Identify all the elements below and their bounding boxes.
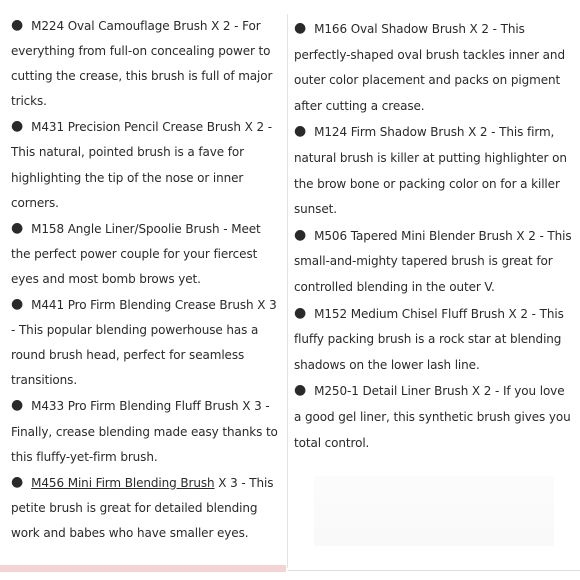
item-description: This petite brush is great for detailed blending work and babes who have smaller eyes. <box>11 475 274 540</box>
item-description: This natural, pointed brush is a fave for highlighting the tip of the nose or inner corners. <box>11 145 244 210</box>
list-item <box>11 293 283 393</box>
bullet-icon: ● <box>11 17 24 33</box>
bullet-icon: ● <box>294 226 307 243</box>
item-description: This fluffy packing brush is a rock star at blending shadows on the lower lash line. <box>294 306 564 372</box>
item-name: M166 Oval Shadow Brush X 2 <box>314 22 489 36</box>
item-name: M506 Tapered Mini Blender Brush X 2 <box>314 228 536 243</box>
list-item <box>294 302 572 379</box>
list-item <box>11 471 283 546</box>
item-name: M431 Precision Pencil Crease Brush X 2 <box>31 120 264 135</box>
left-column <box>11 14 288 568</box>
bottom-divider <box>288 570 580 571</box>
item-description: This firm, natural brush is killer at putting highlighter on the brow bone or packing color on for a killer sunset. <box>294 125 567 217</box>
list-item <box>11 394 283 469</box>
item-description: This perfectly-shaped oval brush tackles inner and outer color placement and packs on pigment after cutting a crease. <box>294 22 565 113</box>
item-separator: - <box>230 19 243 33</box>
bullet-icon: ● <box>294 304 307 321</box>
item-name: M441 Pro Firm Blending Crease Brush X 3 <box>31 298 277 313</box>
item-name: M224 Oval Camouflage Brush X 2 <box>31 19 231 33</box>
item-description: For everything from full-on concealing power to cutting the crease, this brush is full of major tricks. <box>11 19 273 109</box>
item-name: M158 Angle Liner/Spoolie Brush <box>31 221 220 236</box>
item-name-link[interactable]: M456 Mini Firm Blending Brush <box>31 475 215 490</box>
item-separator: - <box>487 125 500 140</box>
bullet-icon: ● <box>11 397 24 414</box>
item-separator: - <box>261 399 270 414</box>
item-separator: - <box>535 228 548 243</box>
item-description: This popular blending powerhouse has a round brush head, perfect for seamless transitions. <box>11 323 259 388</box>
item-name: M433 Pro Firm Blending Fluff Brush X 3 <box>31 399 262 414</box>
item-separator: - <box>527 306 540 321</box>
item-description: If you love a good gel liner, this synthetic brush gives you total control. <box>294 384 571 450</box>
item-separator: - <box>263 120 272 135</box>
item-description: This small-and-mighty tapered brush is great for controlled blending in the outer V. <box>294 228 572 294</box>
bullet-icon: ● <box>294 382 307 399</box>
right-column <box>294 17 572 457</box>
item-separator: - <box>11 323 19 338</box>
list-item <box>294 224 572 301</box>
bullet-icon: ● <box>11 219 24 236</box>
list-item <box>294 379 572 456</box>
item-separator: - <box>488 22 501 36</box>
bullet-icon: ● <box>294 20 307 36</box>
list-item <box>294 120 572 222</box>
list-item <box>11 115 283 215</box>
faded-background-area <box>314 476 554 546</box>
item-quantity: X 3 <box>214 475 238 490</box>
item-separator: - <box>237 475 250 490</box>
list-item <box>11 14 283 114</box>
bullet-icon: ● <box>11 118 24 135</box>
item-description: Finally, crease blending made easy thanks to this fluffy-yet-firm brush. <box>11 424 278 464</box>
bullet-icon: ● <box>11 296 24 313</box>
item-name: M124 Firm Shadow Brush X 2 <box>314 125 488 140</box>
item-separator: - <box>491 384 503 399</box>
bullet-icon: ● <box>294 123 307 140</box>
item-description: Meet the perfect power couple for your fiercest eyes and most bomb brows yet. <box>11 221 261 286</box>
list-item <box>294 17 572 119</box>
list-item <box>11 217 283 292</box>
bottom-accent-bar <box>0 565 286 572</box>
item-name: M152 Medium Chisel Fluff Brush X 2 <box>314 306 528 321</box>
bullet-icon: ● <box>11 473 24 490</box>
item-name: M250-1 Detail Liner Brush X 2 <box>314 384 492 399</box>
item-separator: - <box>219 221 232 236</box>
